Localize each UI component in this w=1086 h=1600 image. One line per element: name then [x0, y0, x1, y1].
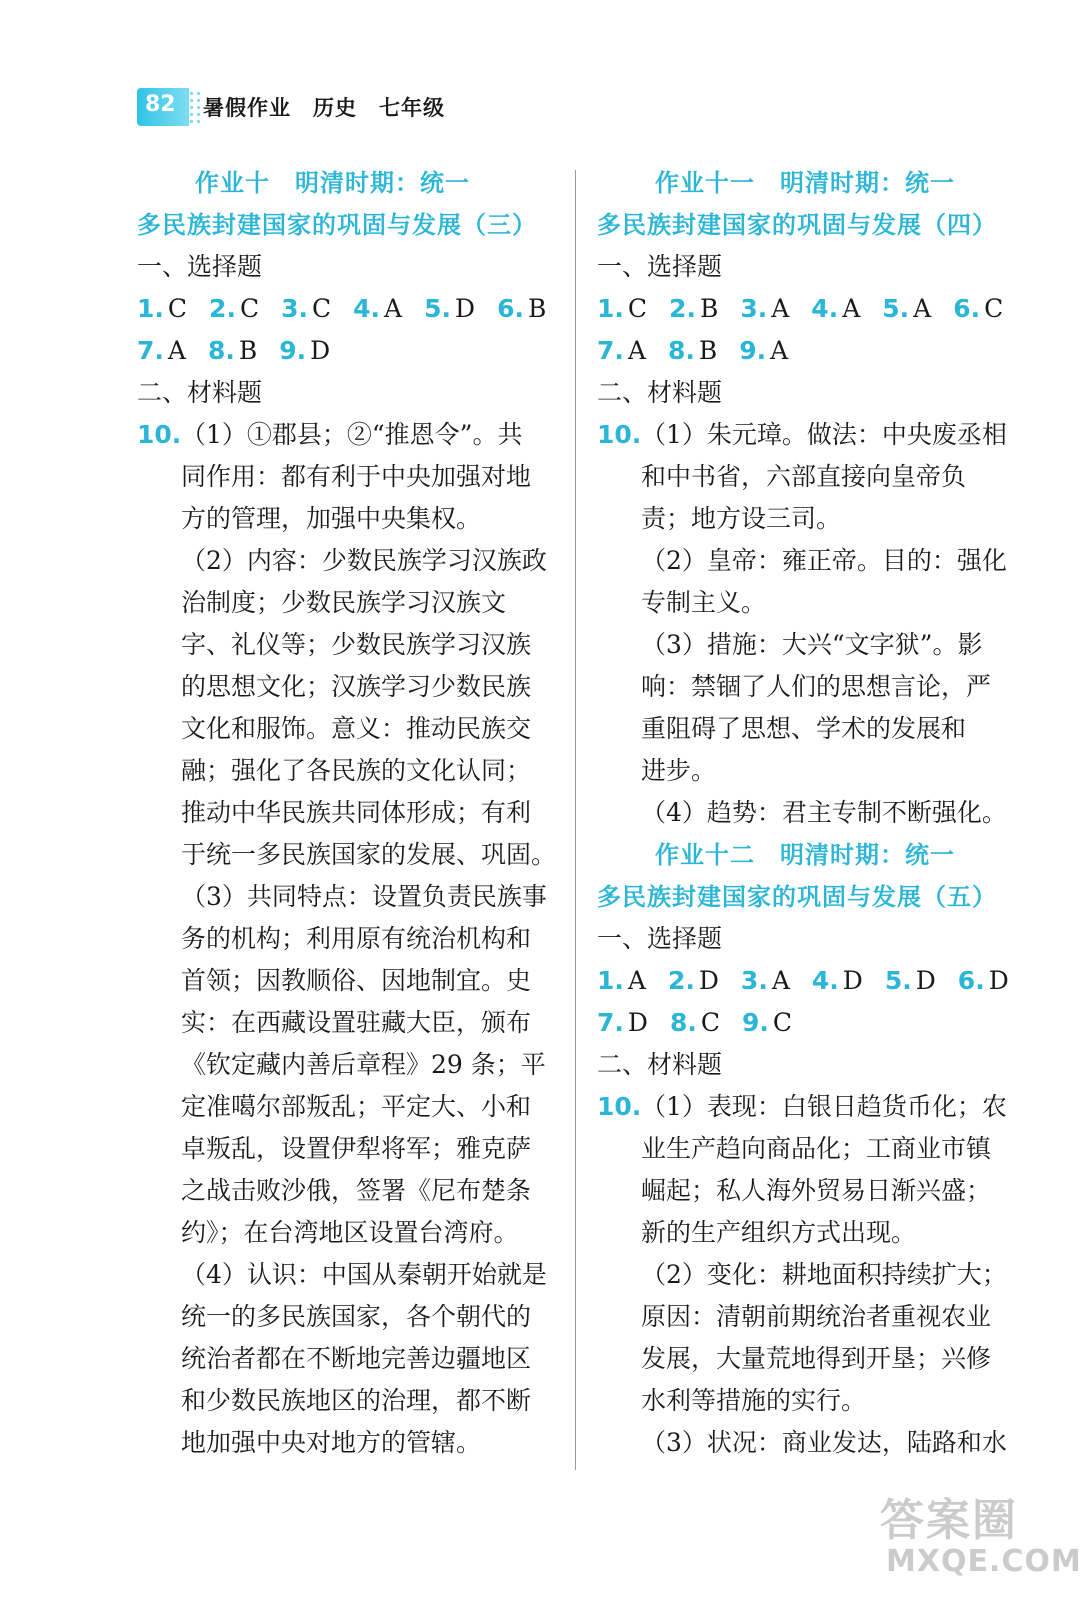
- material-answer-10: [597, 1086, 1017, 1464]
- choice-answer: [597, 288, 647, 330]
- question-number: 5.: [424, 294, 452, 323]
- section-heading-material: 二、材料题: [137, 378, 263, 407]
- answer-line: 字、礼仪等；少数民族学习汉族: [181, 630, 532, 659]
- question-number: 5.: [882, 294, 910, 323]
- question-number: 3.: [281, 294, 308, 323]
- material-answer-10: [137, 414, 557, 1464]
- answer-line: 融；强化了各民族的文化认同；: [181, 756, 532, 785]
- answer-letter: A: [627, 336, 646, 365]
- answer-line: 定准噶尔部叛乱；平定大、小和: [181, 1092, 532, 1121]
- question-number: 1.: [597, 294, 624, 323]
- answer-letter: A: [913, 294, 932, 323]
- answer-letter: C: [167, 294, 188, 323]
- answer-line: （2）内容：少数民族学习汉族政: [181, 546, 547, 575]
- answer-letter: B: [698, 336, 718, 365]
- question-number: 6.: [953, 294, 981, 323]
- watermark: [880, 1478, 1080, 1594]
- choice-answer: [424, 288, 475, 330]
- answer-letter: B: [527, 294, 547, 323]
- question-number: 8.: [207, 336, 235, 365]
- choice-answer: [137, 330, 186, 372]
- section-heading-material: 二、材料题: [597, 1050, 723, 1079]
- answer-line: 和少数民族地区的治理，都不断: [181, 1386, 532, 1415]
- answer-line: （2）变化：耕地面积持续扩大；: [641, 1260, 1007, 1289]
- answer-line: 重阻碍了思想、学术的发展和: [641, 714, 967, 743]
- answer-line: 发展，大量荒地得到开垦；兴修: [641, 1344, 992, 1373]
- question-number: 3.: [740, 966, 768, 995]
- question-number: 5.: [884, 966, 912, 995]
- answer-line: 的思想文化；汉族学习少数民族: [181, 672, 532, 701]
- section-heading-choice: 一、选择题: [597, 924, 723, 953]
- answer-letter: C: [700, 1008, 720, 1037]
- answer-line: 统一的多民族国家，各个朝代的: [181, 1302, 532, 1331]
- dot-pattern-icon: [181, 90, 201, 126]
- answer-text: [181, 414, 557, 1464]
- answer-line: 原因：清朝前期统治者重视农业: [641, 1302, 992, 1331]
- question-number: 8.: [667, 336, 695, 365]
- answer-letter: A: [771, 294, 790, 323]
- answer-line: 《钦定藏内善后章程》29 条；平: [181, 1050, 546, 1079]
- answer-line: （4）趋势：君主专制不断强化。: [641, 798, 1007, 827]
- answer-line: 崛起；私人海外贸易日渐兴盛；: [641, 1176, 992, 1205]
- question-number: 4.: [811, 966, 839, 995]
- question-number: 6.: [957, 966, 985, 995]
- answer-line: （1）朱元璋。做法：中央废丞相: [641, 420, 1007, 449]
- answer-line: 之战击败沙俄，签署《尼布楚条: [181, 1176, 532, 1205]
- question-number: 8.: [669, 1008, 697, 1037]
- page-header: [137, 88, 557, 128]
- choice-answer: [739, 330, 788, 372]
- choice-answers-row: [597, 960, 1017, 1002]
- answer-line: （3）措施：大兴“文字狱”。影: [641, 630, 983, 659]
- answer-line: （3）状况：商业发达，陆路和水: [641, 1428, 1007, 1457]
- choice-answer: [597, 1002, 648, 1044]
- watermark-url: MXQE.COM: [886, 1544, 1082, 1579]
- answer-letter: A: [842, 294, 861, 323]
- question-number: 1.: [137, 294, 164, 323]
- choice-answer: [497, 288, 546, 330]
- answer-letter: A: [384, 294, 403, 323]
- answer-line: 进步。: [641, 756, 717, 785]
- answer-line: 首领；因教顺俗、因地制宜。史: [181, 966, 532, 995]
- question-number: 7.: [137, 336, 164, 365]
- answer-line: 治制度；少数民族学习汉族文: [181, 588, 507, 617]
- answer-line: 卓叛乱，设置伊犁将军；雅克萨: [181, 1134, 532, 1163]
- question-number: 9.: [739, 336, 767, 365]
- question-number: 1.: [597, 966, 624, 995]
- choice-answer: [958, 960, 1009, 1002]
- answer-text: [641, 1086, 1017, 1464]
- answer-letter: B: [238, 336, 258, 365]
- answer-line: 于统一多民族国家的发展、巩固。: [181, 840, 557, 869]
- answer-line: 实：在西藏设置驻藏大臣，颁布: [181, 1008, 532, 1037]
- choice-answer: [885, 960, 936, 1002]
- column-divider: [575, 170, 576, 1470]
- assignment-title-12-line2: 多民族封建国家的巩固与发展（五）: [597, 883, 997, 911]
- answer-letter: A: [770, 336, 789, 365]
- question-number: 4.: [353, 294, 381, 323]
- assignment-title-10-line2: 多民族封建国家的巩固与发展（三）: [137, 211, 537, 239]
- answer-line: 专制主义。: [641, 588, 767, 617]
- answer-letter: C: [627, 294, 648, 323]
- right-column: [597, 162, 1017, 1464]
- answer-line: 责；地方设三司。: [641, 504, 842, 533]
- section-heading-choice: 一、选择题: [137, 252, 263, 281]
- answer-line: 文化和服饰。意义：推动民族交: [181, 714, 532, 743]
- answer-line: 统治者都在不断地完善边疆地区: [181, 1344, 532, 1373]
- question-number: 6.: [497, 294, 524, 323]
- answer-letter: C: [984, 294, 1004, 323]
- section-heading-choice: 一、选择题: [597, 252, 723, 281]
- answer-line: 新的生产组织方式出现。: [641, 1218, 917, 1247]
- question-number: 4.: [811, 294, 839, 323]
- question-number: 10.: [597, 1092, 642, 1121]
- answer-line: 水利等措施的实行。: [641, 1386, 867, 1415]
- choice-answer: [208, 330, 257, 372]
- choice-answer: [669, 288, 718, 330]
- question-number: 10.: [137, 420, 182, 449]
- choice-answer: [668, 960, 719, 1002]
- choice-answer: [741, 960, 790, 1002]
- assignment-title-11-line1: 作业十一 明清时期：统一: [655, 169, 955, 197]
- question-number: 7.: [597, 336, 624, 365]
- answer-line: 推动中华民族共同体形成；有利: [181, 798, 532, 827]
- answer-letter: A: [167, 336, 186, 365]
- answer-line: 地加强中央对地方的管辖。: [181, 1428, 482, 1457]
- choice-answers-row: [137, 330, 557, 372]
- choice-answer: [740, 288, 789, 330]
- question-number: 10.: [597, 420, 642, 449]
- answer-line: 约》；在台湾地区设置台湾府。: [181, 1218, 519, 1247]
- question-number: 9.: [742, 1008, 769, 1037]
- answer-letter: A: [627, 966, 646, 995]
- answer-letter: C: [772, 1008, 793, 1037]
- answer-line: （4）认识：中国从秦朝开始就是: [181, 1260, 547, 1289]
- section-heading-material: 二、材料题: [597, 378, 723, 407]
- answer-letter: B: [699, 294, 719, 323]
- answer-line: 业生产趋向商品化；工商业市镇: [641, 1134, 992, 1163]
- answer-letter: A: [771, 966, 790, 995]
- question-number: 2.: [669, 294, 696, 323]
- choice-answer: [353, 288, 402, 330]
- choice-answer: [281, 288, 331, 330]
- answer-line: （1）①郡县；②“推恩令”。共: [181, 420, 523, 449]
- answer-line: 响：禁锢了人们的思想言论，严: [641, 672, 992, 701]
- answer-line: （2）皇帝：雍正帝。目的：强化: [641, 546, 1007, 575]
- page-number: 82: [145, 92, 176, 117]
- answer-letter: D: [455, 294, 476, 323]
- answer-line: （3）共同特点：设置负责民族事: [181, 882, 547, 911]
- choice-answer: [811, 288, 860, 330]
- choice-answer: [597, 330, 646, 372]
- answer-letter: C: [239, 294, 260, 323]
- assignment-title-12-line1: 作业十二 明清时期：统一: [655, 841, 955, 869]
- assignment-title-10-line1: 作业十 明清时期：统一: [195, 169, 470, 197]
- answer-letter: D: [915, 966, 936, 995]
- material-answer-10: [597, 414, 1017, 834]
- answer-line: 和中书省，六部直接向皇帝负: [641, 462, 967, 491]
- choice-answers-row: [137, 288, 557, 330]
- question-number: 2.: [209, 294, 236, 323]
- answer-letter: D: [627, 1008, 648, 1037]
- answer-letter: D: [698, 966, 719, 995]
- answer-letter: D: [988, 966, 1009, 995]
- choice-answer: [279, 330, 330, 372]
- answer-text: [641, 414, 1017, 834]
- choice-answer: [812, 960, 863, 1002]
- watermark-logo-text: 答案圈: [880, 1495, 1018, 1546]
- answer-line: 同作用：都有利于中央加强对地: [181, 462, 532, 491]
- choice-answer: [597, 960, 646, 1002]
- choice-answer: [209, 288, 259, 330]
- choice-answer: [742, 1002, 792, 1044]
- choice-answer: [670, 1002, 720, 1044]
- answer-line: 方的管理，加强中央集权。: [181, 504, 482, 533]
- choice-answers-row: [597, 288, 1017, 330]
- question-number: 7.: [597, 1008, 624, 1037]
- choice-answers-row: [597, 330, 1017, 372]
- answer-line: （1）表现：白银日趋货币化；农: [641, 1092, 1007, 1121]
- question-number: 3.: [740, 294, 768, 323]
- left-column: [137, 162, 557, 1464]
- answer-letter: C: [312, 294, 332, 323]
- answer-letter: D: [842, 966, 863, 995]
- choice-answers-row: [597, 1002, 1017, 1044]
- answer-line: 务的机构；利用原有统治机构和: [181, 924, 532, 953]
- question-number: 2.: [667, 966, 695, 995]
- choice-answer: [953, 288, 1003, 330]
- book-title: 暑假作业 历史 七年级: [203, 96, 445, 120]
- choice-answer: [882, 288, 931, 330]
- question-number: 9.: [279, 336, 307, 365]
- assignment-title-11-line2: 多民族封建国家的巩固与发展（四）: [597, 211, 997, 239]
- choice-answer: [137, 288, 187, 330]
- choice-answer: [668, 330, 717, 372]
- answer-letter: D: [310, 336, 331, 365]
